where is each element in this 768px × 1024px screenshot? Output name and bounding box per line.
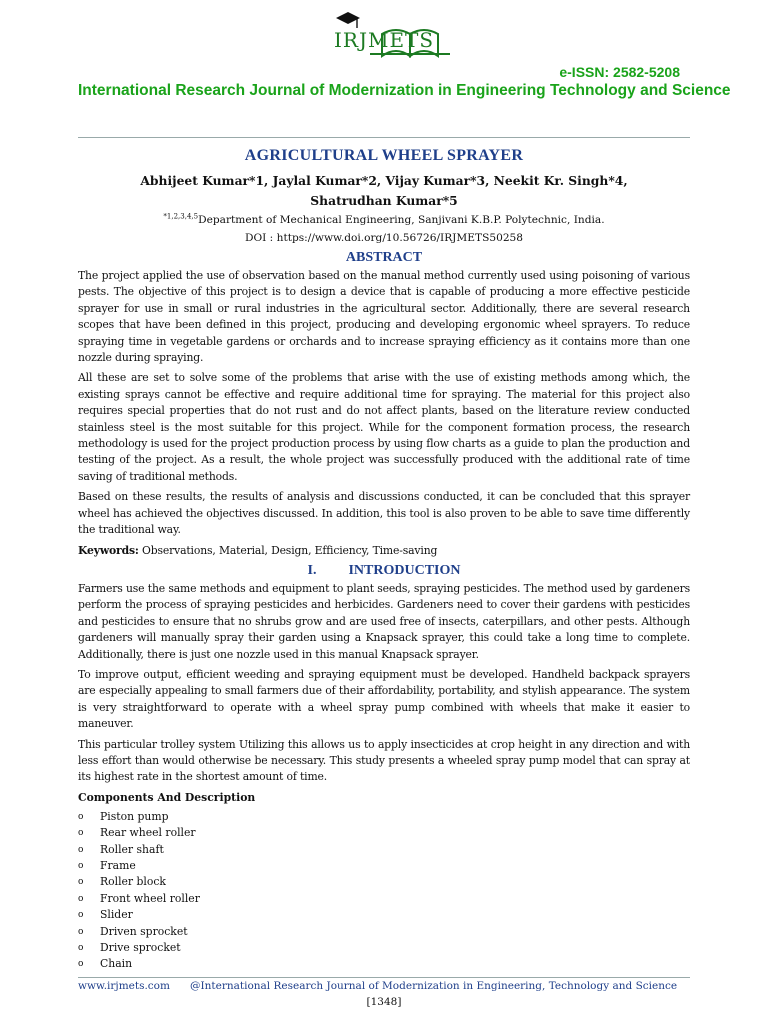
list-item: o Drive sprocket — [78, 940, 690, 956]
section-number: I. — [307, 562, 317, 578]
logo-text: IRJMETS — [334, 28, 435, 52]
paper-body — [78, 145, 690, 973]
list-item: o Slider — [78, 907, 690, 923]
header-rule — [78, 137, 690, 138]
bullet-icon: o — [78, 861, 84, 871]
intro-paragraph-1: Farmers use the same methods and equipment to plant seeds, spraying pesticides. The method used by gardeners perform the process of spraying pesticides and herbicides. Gardeners need to cover their gardens with pesticides and pesticides to ensure that no shrubs grow and are used free of insects, caterpillars, and other pests. Although gardeners will manually spray their garden using a Knapsack sprayer, this could take a long time to complete. Additionally, there is just one nozzle used in this manual Knapsack sprayer. — [78, 581, 690, 661]
bullet-icon: o — [78, 959, 84, 970]
components-list — [78, 809, 690, 973]
list-item: o Roller block — [78, 874, 690, 890]
abstract-paragraph-3: Based on these results, the results of analysis and discussions conducted, it can be concluded that this sprayer wheel has achieved the objectives discussed. In addition, this tool is also proven to be able to save time differently the traditional way. — [78, 490, 690, 537]
introduction-heading — [78, 563, 690, 579]
list-item: o Rear wheel roller — [78, 825, 690, 841]
list-item: o Front wheel roller — [78, 891, 690, 907]
list-item: o Frame — [78, 858, 690, 874]
issn: e-ISSN: 2582-5208 — [559, 64, 680, 80]
bullet-icon: o — [78, 844, 84, 855]
bullet-icon: o — [78, 926, 84, 937]
components-title: Components And Description — [78, 790, 256, 804]
section-title: INTRODUCTION — [348, 562, 461, 578]
list-item: o Driven sprocket — [78, 924, 690, 940]
bullet-icon: o — [78, 910, 84, 921]
bullet-icon: o — [78, 811, 84, 822]
list-item: o Roller shaft — [78, 842, 690, 858]
list-item: o Piston pump — [78, 809, 690, 825]
abstract-heading: ABSTRACT — [345, 250, 423, 265]
journal-logo — [330, 8, 470, 58]
page-number: [1348] — [366, 996, 402, 1008]
paper-title: AGRICULTURAL WHEEL SPRAYER — [244, 147, 524, 164]
list-item: o Chain — [78, 956, 690, 972]
intro-paragraph-3: This particular trolley system Utilizing this allows us to apply insecticides at crop height in any direction and with less effort than would otherwise be necessary. This study presents a wheeled spray pump model that can spray at its highest rate in the shortest amount of time. — [78, 737, 690, 784]
abstract-paragraph-2: All these are set to solve some of the problems that arise with the use of existing methods among which, the existing sprays cannot be effective and require additional time for spraying. The material for this project also requires special properties that do not rust and do not affect plants, based on the literature review conducted stainless steel is the most suitable for this project. While for the component formation process, the research methodology is used for the project production process by using flow charts as a guide to plan the production and testing of the project. As a result, the whole project was successfully produced with the additional rate of time saving of traditional methods. — [78, 371, 690, 483]
intro-paragraph-2: To improve output, efficient weeding and spraying equipment must be developed. Handheld backpack sprayers are especially appealing to small farmers due of their affordability, portability, and stylish appearance. The system is very straightforward to operate with a wheel spray pump combined with wheels that make it easier to maneuver. — [78, 667, 690, 731]
abstract-paragraph-1: The project applied the use of observation based on the manual method currently used using poisoning of various pests. The objective of this project is to design a device that is capable of producing a more effective pesticide sprayer for use in small or rural industries in the agricultural sector. Additionally, there are several research scopes that have been defined in this project, producing and developing ergonomic wheel sprayers. To reduce spraying time in vegetable gardens or orchards and to increase spraying efficiency as it contains more than one nozzle during spraying. — [78, 269, 690, 365]
affiliation — [78, 211, 690, 229]
bullet-icon: o — [78, 943, 84, 954]
website-link[interactable]: www.irjmets.com — [78, 980, 170, 992]
copyright: @International Research Journal of Modernization in Engineering, Technology and Science — [190, 980, 678, 992]
footer-rule — [78, 977, 690, 978]
keywords — [78, 543, 690, 559]
keywords-label: Keywords: — [78, 543, 139, 557]
affiliation-sup: *1,2,3,4,5 — [163, 212, 199, 221]
bullet-icon: o — [78, 828, 84, 839]
authors-line-2: Shatrudhan Kumar*5 — [310, 193, 458, 208]
keywords-list: Observations, Material, Design, Efficiency, Time-saving — [138, 543, 438, 557]
bullet-icon: o — [78, 893, 84, 904]
bullet-icon: o — [78, 877, 84, 888]
affiliation-text: Department of Mechanical Engineering, Sanjivani K.B.P. Polytechnic, India. — [198, 214, 605, 226]
doi[interactable]: DOI : https://www.doi.org/10.56726/IRJMETS50258 — [244, 232, 524, 244]
journal-name: International Research Journal of Modernization in Engineering Technology and Science — [78, 82, 731, 99]
authors-line-1: Abhijeet Kumar*1, Jaylal Kumar*2, Vijay Kumar*3, Neekit Kr. Singh*4, — [140, 173, 628, 188]
